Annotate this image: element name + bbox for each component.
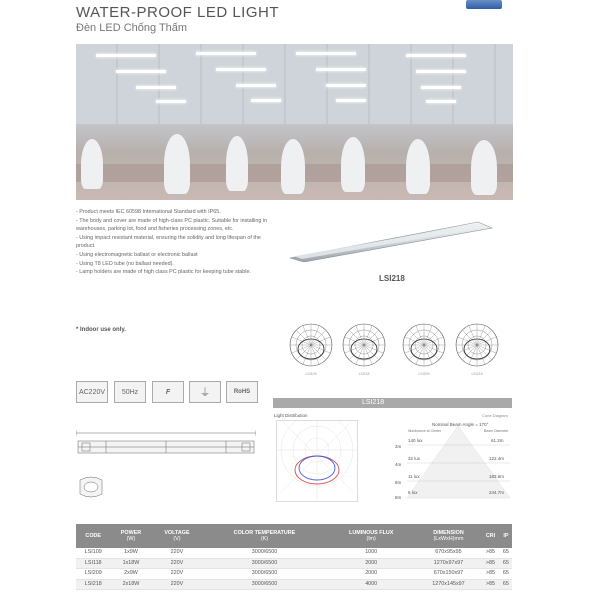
table-cell: 4000	[327, 579, 416, 590]
ceiling-lamp	[316, 68, 366, 71]
ceiling-lamp	[96, 54, 156, 57]
ceiling-lamp	[156, 100, 186, 103]
polar-caption: LSI218	[471, 372, 483, 376]
beam-lux: 140 lux	[408, 438, 423, 443]
frequency-icon: 50Hz	[114, 381, 146, 403]
column-header: DIMENSION (LxWxH)mm	[416, 524, 481, 548]
light-distribution-label: Light Distribution	[274, 413, 308, 418]
ceiling-lamp	[406, 54, 466, 57]
table-cell: 2000	[327, 558, 416, 569]
table-cell: 1000	[327, 548, 416, 558]
beam-angle-title: Nominal Beam Angle = 170°	[432, 422, 489, 427]
photometric-model: LSI218	[362, 399, 385, 406]
ceiling-lamp	[116, 70, 166, 73]
table-cell: 1270x97x97	[416, 558, 481, 569]
product-model: LSI218	[379, 274, 405, 283]
illuminance-header: Illuminance at Center	[408, 429, 442, 433]
beam-height: 4m	[395, 462, 402, 467]
table-cell: 3000/6500	[202, 548, 326, 558]
table-cell: LSI209	[76, 569, 110, 580]
table-cell: LSI118	[76, 558, 110, 569]
ceiling-lamp	[236, 84, 276, 87]
table-cell: 2000	[327, 569, 416, 580]
beam-lux: 6 lux	[408, 490, 418, 495]
table-cell: 65	[500, 548, 512, 558]
feature-list	[76, 208, 276, 277]
polar-caption: LSI109	[305, 372, 317, 376]
fixture-image	[288, 218, 493, 262]
factory-photo	[76, 44, 513, 200]
table-row	[76, 548, 512, 558]
table-cell: 3000/6500	[202, 579, 326, 590]
polar-diagram-icon	[454, 322, 500, 368]
worker	[164, 134, 190, 194]
polar-caption: LSI118	[358, 372, 370, 376]
rohs-icon: RoHS	[226, 381, 258, 403]
ground-icon: ⏚	[189, 381, 221, 403]
worker	[471, 140, 497, 195]
light-distribution-chart	[276, 420, 358, 502]
page-title: WATER-PROOF LED LIGHT	[76, 4, 280, 21]
table-cell: 2x9W	[110, 569, 151, 580]
table-cell: 220V	[152, 579, 203, 590]
table-row	[76, 579, 512, 590]
beam-height: 6m	[395, 480, 402, 485]
worker	[81, 139, 103, 189]
worker	[341, 137, 365, 192]
feature-item: - Using impact resistant material, ensuring the solidity and long lifespan of the product.	[76, 234, 261, 250]
beam-height: 8m	[395, 495, 402, 500]
table-cell: 1270x145x97	[416, 579, 481, 590]
table-cell: 1x9W	[110, 548, 151, 558]
beam-diameter: 244.7m	[489, 490, 505, 495]
table-cell: >85	[481, 579, 500, 590]
diameter-header: Beam Diameter	[484, 429, 509, 433]
column-header: CODE	[76, 524, 110, 548]
beam-lux: 32 lux	[408, 456, 421, 461]
table-header-row	[76, 524, 512, 548]
column-header: POWER (W)	[110, 524, 151, 548]
ceiling-lamp	[251, 99, 281, 102]
table-cell: 220V	[152, 548, 203, 558]
table-row	[76, 569, 512, 580]
voltage-icon: AC220V	[76, 381, 108, 403]
beam-diameter: 61.2m	[491, 438, 504, 443]
beam-height: 2m	[395, 444, 402, 449]
table-cell: LSI218	[76, 579, 110, 590]
ceiling-lamp	[426, 100, 456, 103]
table-cell: 65	[500, 569, 512, 580]
polar-caption: LSI209	[418, 372, 430, 376]
table-cell: >85	[481, 558, 500, 569]
table-cell: 220V	[152, 558, 203, 569]
polar-diagram-icon	[341, 322, 387, 368]
worker	[281, 139, 305, 194]
table-cell: 2x18W	[110, 579, 151, 590]
table-cell: 3000/6500	[202, 558, 326, 569]
column-header: IP	[500, 524, 512, 548]
table-cell: >85	[481, 569, 500, 580]
column-header: CRI	[481, 524, 500, 548]
feature-item: - Product meets IEC 60598 International Standard with IP65.	[76, 209, 221, 215]
ceiling-lamp	[416, 70, 466, 73]
polar-diagram-icon	[288, 322, 334, 368]
feature-item: - Using T8 LED tube (no ballast needed).	[76, 260, 174, 267]
cone-diagram	[405, 422, 512, 500]
feature-item: - Lamp holders are made of high class PC plastic for keeping tube stable.	[76, 269, 251, 276]
column-header: COLOR TEMPERATURE (K)	[202, 524, 326, 548]
column-header: VOLTAGE (V)	[152, 524, 203, 548]
side-view-drawing	[76, 427, 256, 463]
ceiling-lamp	[336, 99, 366, 102]
worker	[226, 136, 248, 191]
column-header: LUMINOUS FLUX (lm)	[327, 524, 416, 548]
beam-lux: 11 lux	[408, 474, 420, 479]
table-cell: 220V	[152, 569, 203, 580]
table-cell: 3000/6500	[202, 569, 326, 580]
beam-diameter: 183.6m	[489, 474, 505, 479]
worker	[406, 139, 430, 194]
f-mark-icon: F	[152, 381, 184, 403]
ceiling-lamp	[136, 86, 176, 89]
feature-item: - The body and cover are made of high-class PC plastic. Suitable for installing in warehouses, parking lot, food and fisheries processing zones, etc.	[76, 217, 268, 233]
feature-item: - Using electromagnetic ballast or electronic ballast	[76, 251, 198, 258]
beam-diameter: 122.4m	[489, 456, 505, 461]
end-view-drawing	[76, 472, 106, 502]
ceiling-lamp	[196, 52, 256, 55]
table-cell: 65	[500, 558, 512, 569]
table-cell: LSI109	[76, 548, 110, 558]
polar-diagram-icon	[401, 322, 447, 368]
table-cell: 670x150x97	[416, 569, 481, 580]
table-cell: 670x95x95	[416, 548, 481, 558]
table-cell: >85	[481, 548, 500, 558]
photometric-band	[273, 398, 512, 408]
ceiling-lamp	[326, 84, 366, 87]
spec-table	[76, 524, 512, 590]
table-row	[76, 558, 512, 569]
brand-badge-icon	[466, 0, 502, 9]
ceiling-lamp	[421, 86, 461, 89]
ceiling-lamp	[296, 52, 356, 55]
table-cell: 1x18W	[110, 558, 151, 569]
table-cell: 65	[500, 579, 512, 590]
cone-diagram-label: Cone Diagram	[482, 413, 508, 418]
ceiling-lamp	[216, 68, 266, 71]
indoor-note: * Indoor use only.	[76, 327, 126, 333]
page-subtitle: Đèn LED Chống Thấm	[76, 22, 188, 34]
